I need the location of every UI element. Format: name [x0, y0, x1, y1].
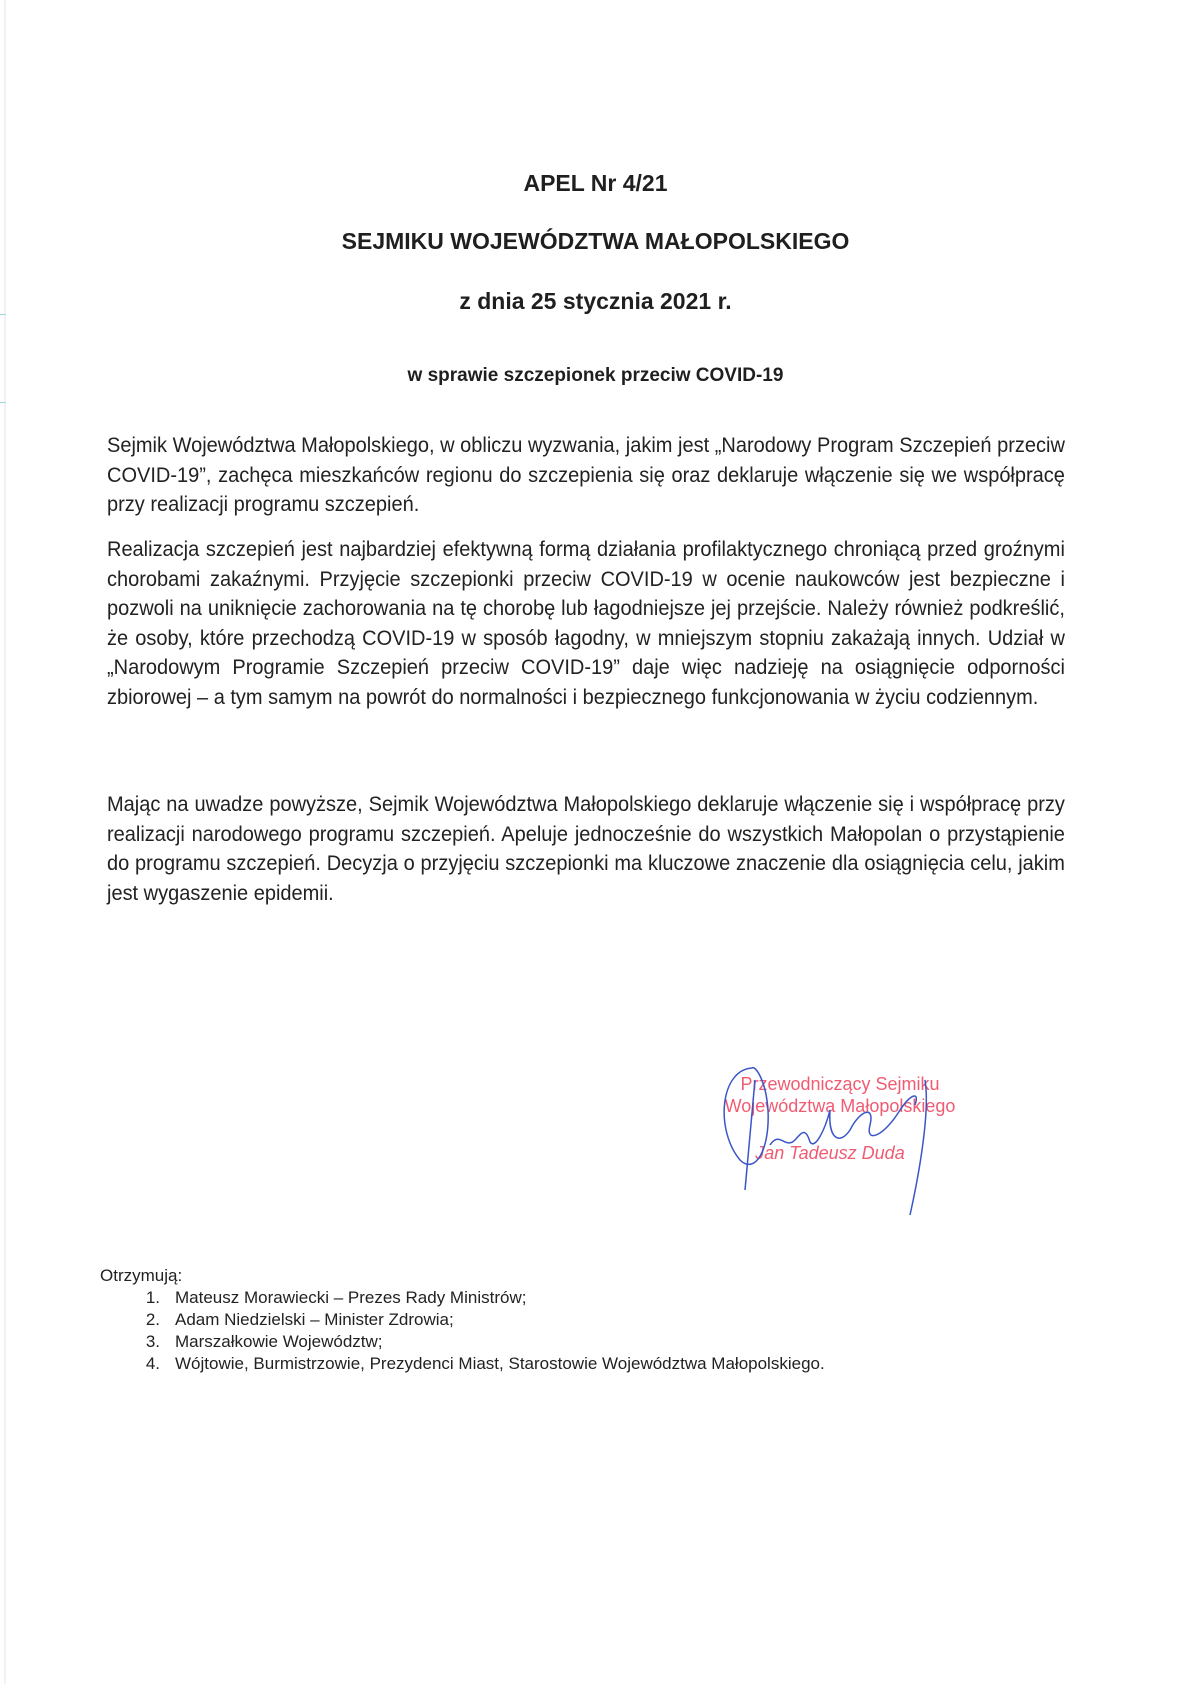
document-title: APEL Nr 4/21 — [523, 170, 668, 196]
list-item: 3. Marszałkowie Województw; — [145, 1332, 383, 1351]
paragraph-1: Sejmik Województwa Małopolskiego, w obliczu wyzwania, jakim jest „Narodowy Program Szczepień przeciw COVID-19”, zachęca mieszkańców regionu do szczepienia się oraz deklaruje włączenie się we współpracę przy realizacji programu szczepień. — [107, 433, 1065, 516]
recipients-heading: Otrzymują: — [100, 1266, 183, 1285]
recipients-list — [100, 1265, 825, 1375]
document-issuer: SEJMIKU WOJEWÓDZTWA MAŁOPOLSKIEGO — [341, 228, 850, 254]
scan-mark — [0, 402, 6, 403]
list-item: 1. Mateusz Morawiecki – Prezes Rady Ministrów; — [145, 1288, 527, 1307]
stamp-line-1: Przewodniczący Sejmiku — [740, 1074, 940, 1094]
paragraph-2: Realizacja szczepień jest najbardziej efektywną formą działania profilaktycznego chroniącą przed groźnymi chorobami zakaźnymi. Przyjęcie szczepionki przeciw COVID-19 w ocenie naukowców jest bezpieczne i pozwoli na uniknięcie zachorowania na tę chorobę lub łagodniejsze jej przejście. Należy również podkreślić, że osoby, które przechodzą COVID-19 w sposób łagodny, w mniejszym stopniu zakażają innych. Udział w „Narodowym Programie Szczepień przeciw COVID-19” daje więc nadzieję na osiągnięcie odporności zbiorowej – a tym samym na powrót do normalności i bezpiecznego funkcjonowania w życiu codziennym. — [107, 537, 1065, 709]
document-date: z dnia 25 stycznia 2021 r. — [459, 288, 732, 314]
document-subject: w sprawie szczepionek przeciw COVID-19 — [407, 365, 784, 386]
stamp-line-3: Jan Tadeusz Duda — [755, 1143, 905, 1163]
paragraph-3: Mając na uwadze powyższe, Sejmik Województwa Małopolskiego deklaruje włączenie się i współpracę przy realizacji narodowego programu szczepień. Apeluje jednocześnie do wszystkich Małopolan o przystąpienie do programu szczepień. Decyzja o przyjęciu szczepionki ma kluczowe znaczenie dla osiągnięcia celu, jakim jest wygaszenie epidemii. — [107, 792, 1065, 905]
list-item: 2. Adam Niedzielski – Minister Zdrowia; — [145, 1310, 454, 1329]
stamp-line-2: Województwa Małopolskiego — [724, 1096, 956, 1116]
handwritten-signature-icon — [700, 1050, 960, 1230]
list-item: 4. Wójtowie, Burmistrzowie, Prezydenci Miast, Starostowie Województwa Małopolskiego. — [145, 1354, 825, 1373]
